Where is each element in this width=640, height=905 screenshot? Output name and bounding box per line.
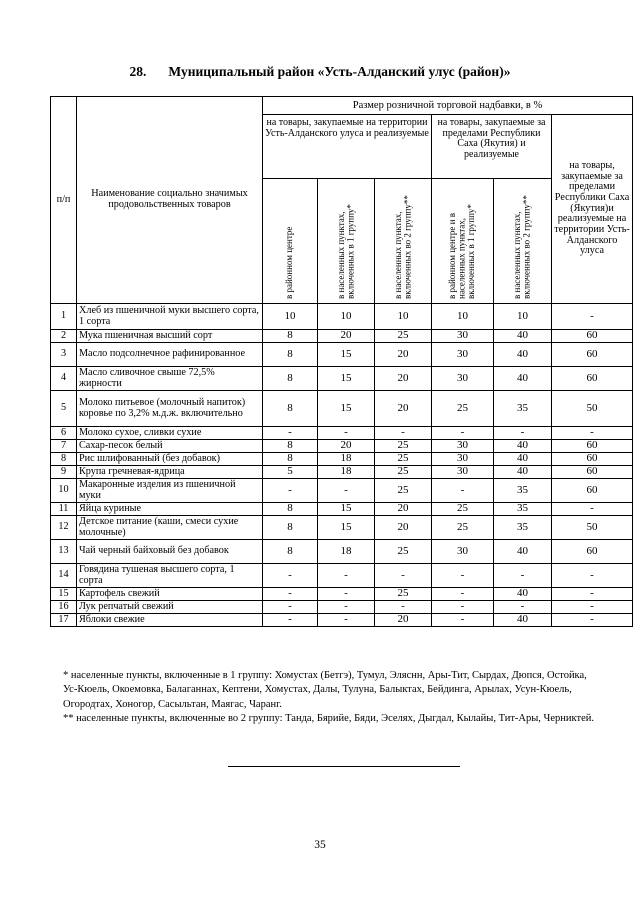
markup-value: 20 (318, 440, 375, 453)
product-name: Хлеб из пшеничной муки высшего сорта, 1 сорта (77, 304, 263, 330)
markup-value: 10 (263, 304, 318, 330)
markup-value: - (552, 503, 633, 516)
markup-value: - (263, 588, 318, 601)
table-row (51, 601, 633, 614)
markup-value: 35 (494, 503, 552, 516)
markup-value: 15 (318, 503, 375, 516)
product-name: Картофель свежий (77, 588, 263, 601)
markup-value: 25 (375, 540, 432, 564)
markup-value: 40 (494, 588, 552, 601)
product-name: Макаронные изделия из пшеничной муки (77, 479, 263, 503)
row-number: 7 (51, 440, 77, 453)
table-row (51, 479, 633, 503)
markup-value: - (263, 614, 318, 627)
markup-value: 40 (494, 367, 552, 391)
markup-value: 15 (318, 391, 375, 427)
markup-value: - (318, 427, 375, 440)
table-row (51, 330, 633, 343)
markup-value: 25 (432, 516, 494, 540)
table-row (51, 540, 633, 564)
row-number: 16 (51, 601, 77, 614)
markup-value: 40 (494, 540, 552, 564)
markup-value: 10 (318, 304, 375, 330)
row-number: 10 (51, 479, 77, 503)
markup-value: 40 (494, 440, 552, 453)
markup-value: 60 (552, 330, 633, 343)
table-row (51, 304, 633, 330)
section-number: 28. (129, 64, 147, 79)
table-row (51, 588, 633, 601)
markup-value: 20 (375, 343, 432, 367)
markup-value: 8 (263, 330, 318, 343)
markup-value: 18 (318, 453, 375, 466)
markup-value: 8 (263, 503, 318, 516)
markup-value: - (552, 304, 633, 330)
product-name: Чай черный байховый без добавок (77, 540, 263, 564)
table-row (51, 466, 633, 479)
product-name: Крупа гречневая-ядрица (77, 466, 263, 479)
markup-value: 20 (375, 367, 432, 391)
table-row (51, 440, 633, 453)
markup-value: 15 (318, 343, 375, 367)
product-name: Мука пшеничная высший сорт (77, 330, 263, 343)
markup-value: 8 (263, 343, 318, 367)
markup-value: 10 (494, 304, 552, 330)
table-row (51, 391, 633, 427)
markup-value: 8 (263, 453, 318, 466)
markup-value: - (318, 614, 375, 627)
header-sub-center: в районном центре (263, 179, 318, 304)
header-group-local: на товары, закупаемые на территории Усть-Алданского улуса и реализуемые (263, 115, 432, 179)
markup-value: 60 (552, 367, 633, 391)
markup-value: - (263, 479, 318, 503)
product-name: Яйца куриные (77, 503, 263, 516)
table-row (51, 343, 633, 367)
markup-value: 30 (432, 330, 494, 343)
markup-value: 8 (263, 367, 318, 391)
row-number: 5 (51, 391, 77, 427)
markup-value: 25 (432, 391, 494, 427)
markup-value: 60 (552, 453, 633, 466)
markup-value: - (552, 427, 633, 440)
markup-value: 50 (552, 391, 633, 427)
markup-value: 35 (494, 516, 552, 540)
row-number: 4 (51, 367, 77, 391)
markup-value: 30 (432, 540, 494, 564)
row-number: 13 (51, 540, 77, 564)
product-name: Лук репчатый свежий (77, 601, 263, 614)
markup-value: - (263, 564, 318, 588)
divider-line (228, 766, 460, 767)
markup-value: - (432, 479, 494, 503)
markup-value: 40 (494, 614, 552, 627)
markup-value: 8 (263, 540, 318, 564)
markup-value: - (318, 601, 375, 614)
markup-value: 40 (494, 330, 552, 343)
row-number: 12 (51, 516, 77, 540)
markup-value: - (552, 601, 633, 614)
markup-value: 25 (432, 503, 494, 516)
markup-value: 8 (263, 516, 318, 540)
markup-value: - (318, 588, 375, 601)
markup-value: - (432, 564, 494, 588)
markup-value: 8 (263, 391, 318, 427)
row-number: 3 (51, 343, 77, 367)
row-number: 6 (51, 427, 77, 440)
table-row (51, 367, 633, 391)
markup-value: 50 (552, 516, 633, 540)
markup-value: - (552, 564, 633, 588)
product-name: Сахар-песок белый (77, 440, 263, 453)
header-group-outside-ulus: на товары, закупаемые за пределами Республики Саха (Якутия)и реализуемые на территории Усть-Алданского улуса (552, 115, 633, 304)
markup-value: 20 (375, 391, 432, 427)
markup-value: - (494, 564, 552, 588)
markup-value: - (552, 588, 633, 601)
markup-value: 30 (432, 440, 494, 453)
markup-value: 5 (263, 466, 318, 479)
markup-value: 15 (318, 516, 375, 540)
markup-value: - (432, 601, 494, 614)
markup-value: 25 (375, 440, 432, 453)
table-row (51, 453, 633, 466)
header-sub-group2: в населенных пунктах, включенных во 2 группу** (375, 179, 432, 304)
markup-value: 10 (375, 304, 432, 330)
markup-value: 18 (318, 540, 375, 564)
markup-table (50, 96, 633, 627)
product-name: Яблоки свежие (77, 614, 263, 627)
markup-value: 20 (375, 614, 432, 627)
row-number: 8 (51, 453, 77, 466)
markup-value: - (375, 601, 432, 614)
footnote-group1: * населенные пункты, включенные в 1 группу: Хомустах (Бетгэ), Тумул, Эляснн, Ары-Тит, Сырдах, Дюпся, Остойка, Ус-Кюель, Окоемовка, Балаганнах, Кептени, Хомустах, Далы, Тулуна, Балыктах, Бейдинга, Арылах, Усун-Кюель, Огородтах, Хоногор, Сасыльтан, Маягас, Чаранг. (63, 670, 587, 710)
footnotes (63, 669, 603, 727)
row-number: 1 (51, 304, 77, 330)
markup-value: 18 (318, 466, 375, 479)
header-sub-center-group1: в районном центре и в населенных пунктах, включенных в 1 группу* (432, 179, 494, 304)
markup-value: 25 (375, 330, 432, 343)
product-name: Масло сливочное свыше 72,5% жирности (77, 367, 263, 391)
markup-value: 10 (432, 304, 494, 330)
product-name: Молоко питьевое (молочный напиток) коровье по 3,2% м.д.ж. включительно (77, 391, 263, 427)
markup-value: - (494, 427, 552, 440)
row-number: 14 (51, 564, 77, 588)
row-number: 2 (51, 330, 77, 343)
markup-value: - (318, 564, 375, 588)
table-row (51, 427, 633, 440)
markup-value: - (432, 588, 494, 601)
markup-value: 60 (552, 479, 633, 503)
markup-value: 20 (375, 503, 432, 516)
markup-value: 25 (375, 453, 432, 466)
row-number: 9 (51, 466, 77, 479)
product-name: Детское питание (каши, смеси сухие молочные) (77, 516, 263, 540)
markup-value: 20 (318, 330, 375, 343)
markup-value: - (375, 564, 432, 588)
markup-value: - (432, 427, 494, 440)
table-row (51, 614, 633, 627)
header-markup: Размер розничной торговой надбавки, в % (263, 97, 633, 115)
row-number: 15 (51, 588, 77, 601)
markup-value: 25 (375, 479, 432, 503)
markup-value: - (432, 614, 494, 627)
markup-value: 15 (318, 367, 375, 391)
footnote-group2: ** населенные пункты, включенные во 2 группу: Танда, Бярийе, Бяди, Эселях, Дыгдал, Кылайы, Тит-Ары, Черниктей. (63, 713, 594, 725)
header-sub-group1: в населенных пунктах, включенных в 1 группу* (318, 179, 375, 304)
markup-value: 30 (432, 453, 494, 466)
markup-value: 60 (552, 343, 633, 367)
header-group-outside: на товары, закупаемые за пределами Республики Саха (Якутия) и реализуемые (432, 115, 552, 179)
markup-value: - (318, 479, 375, 503)
markup-value: 60 (552, 440, 633, 453)
markup-value: - (375, 427, 432, 440)
markup-value: 25 (375, 588, 432, 601)
markup-value: 20 (375, 516, 432, 540)
markup-value: 40 (494, 466, 552, 479)
row-number: 11 (51, 503, 77, 516)
markup-value: 8 (263, 440, 318, 453)
markup-value: 30 (432, 343, 494, 367)
table-row (51, 516, 633, 540)
markup-value: 40 (494, 453, 552, 466)
header-np: п/п (51, 97, 77, 304)
markup-value: 40 (494, 343, 552, 367)
markup-value: 25 (375, 466, 432, 479)
markup-value: 60 (552, 466, 633, 479)
markup-value: - (494, 601, 552, 614)
table-row (51, 564, 633, 588)
product-name: Молоко сухое, сливки сухие (77, 427, 263, 440)
page-number: 35 (314, 839, 326, 851)
header-name: Наименование социально значимых продовольственных товаров (77, 97, 263, 304)
product-name: Рис шлифованный (без добавок) (77, 453, 263, 466)
markup-value: 35 (494, 479, 552, 503)
markup-value: 30 (432, 466, 494, 479)
markup-value: 60 (552, 540, 633, 564)
section-title: Муниципальный район «Усть-Алданский улус (район)» (168, 64, 511, 79)
page-title (0, 64, 640, 80)
markup-value: 30 (432, 367, 494, 391)
markup-value: - (263, 601, 318, 614)
product-name: Говядина тушеная высшего сорта, 1 сорта (77, 564, 263, 588)
product-name: Масло подсолнечное рафинированное (77, 343, 263, 367)
table-row (51, 503, 633, 516)
markup-value: 35 (494, 391, 552, 427)
header-sub-group2-outside: в населенных пунктах, включенных во 2 группу** (494, 179, 552, 304)
markup-value: - (552, 614, 633, 627)
row-number: 17 (51, 614, 77, 627)
markup-value: - (263, 427, 318, 440)
